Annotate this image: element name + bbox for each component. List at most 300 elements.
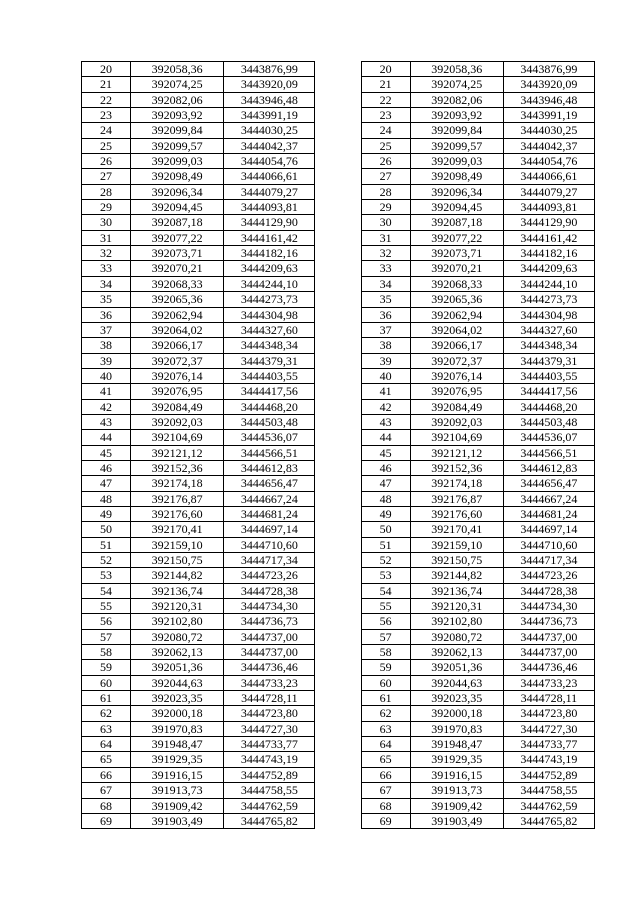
left-x-coordinate-cell: 391916,15 (131, 767, 224, 782)
left-point-number-cell: 33 (82, 261, 131, 276)
column-gap (315, 767, 361, 782)
column-gap (315, 169, 361, 184)
right-y-coordinate-cell: 3444042,37 (503, 138, 594, 153)
table-row (82, 62, 595, 77)
left-y-coordinate-cell: 3444737,00 (224, 645, 315, 660)
left-y-coordinate-cell: 3444304,98 (224, 307, 315, 322)
column-gap (315, 752, 361, 767)
left-y-coordinate-cell: 3444129,90 (224, 215, 315, 230)
right-y-coordinate-cell: 3444468,20 (503, 399, 594, 414)
right-point-number-cell: 27 (361, 169, 410, 184)
left-point-number-cell: 39 (82, 353, 131, 368)
left-point-number-cell: 59 (82, 660, 131, 675)
right-x-coordinate-cell: 392076,95 (410, 384, 503, 399)
right-y-coordinate-cell: 3444762,59 (503, 798, 594, 813)
right-point-number-cell: 54 (361, 583, 410, 598)
right-point-number-cell: 30 (361, 215, 410, 230)
right-x-coordinate-cell: 392159,10 (410, 537, 503, 552)
left-y-coordinate-cell: 3444030,25 (224, 123, 315, 138)
right-y-coordinate-cell: 3444348,34 (503, 338, 594, 353)
left-y-coordinate-cell: 3444723,26 (224, 568, 315, 583)
left-y-coordinate-cell: 3444379,31 (224, 353, 315, 368)
right-y-coordinate-cell: 3444752,89 (503, 767, 594, 782)
table-row (82, 230, 595, 245)
left-point-number-cell: 53 (82, 568, 131, 583)
table-row (82, 215, 595, 230)
left-point-number-cell: 45 (82, 445, 131, 460)
right-y-coordinate-cell: 3444273,73 (503, 292, 594, 307)
left-y-coordinate-cell: 3444736,46 (224, 660, 315, 675)
right-x-coordinate-cell: 392062,13 (410, 645, 503, 660)
table-row (82, 706, 595, 721)
left-point-number-cell: 26 (82, 154, 131, 169)
right-x-coordinate-cell: 392152,36 (410, 460, 503, 475)
left-y-coordinate-cell: 3444209,63 (224, 261, 315, 276)
left-point-number-cell: 46 (82, 460, 131, 475)
left-x-coordinate-cell: 392170,41 (131, 522, 224, 537)
table-row (82, 599, 595, 614)
right-x-coordinate-cell: 392044,63 (410, 675, 503, 690)
left-x-coordinate-cell: 392152,36 (131, 460, 224, 475)
left-point-number-cell: 60 (82, 675, 131, 690)
table-row (82, 261, 595, 276)
right-y-coordinate-cell: 3444710,60 (503, 537, 594, 552)
left-y-coordinate-cell: 3444079,27 (224, 184, 315, 199)
left-x-coordinate-cell: 392159,10 (131, 537, 224, 552)
table-row (82, 614, 595, 629)
right-x-coordinate-cell: 392170,41 (410, 522, 503, 537)
right-point-number-cell: 44 (361, 430, 410, 445)
right-x-coordinate-cell: 392076,14 (410, 368, 503, 383)
table-row (82, 77, 595, 92)
right-x-coordinate-cell: 392099,84 (410, 123, 503, 138)
column-gap (315, 230, 361, 245)
right-y-coordinate-cell: 3444723,26 (503, 568, 594, 583)
right-point-number-cell: 32 (361, 246, 410, 261)
right-point-number-cell: 53 (361, 568, 410, 583)
left-y-coordinate-cell: 3444042,37 (224, 138, 315, 153)
right-point-number-cell: 26 (361, 154, 410, 169)
left-x-coordinate-cell: 392092,03 (131, 414, 224, 429)
left-x-coordinate-cell: 392121,12 (131, 445, 224, 460)
right-y-coordinate-cell: 3444733,77 (503, 737, 594, 752)
right-y-coordinate-cell: 3443946,48 (503, 92, 594, 107)
left-x-coordinate-cell: 392058,36 (131, 62, 224, 77)
column-gap (315, 184, 361, 199)
column-gap (315, 138, 361, 153)
right-y-coordinate-cell: 3444304,98 (503, 307, 594, 322)
left-x-coordinate-cell: 392073,71 (131, 246, 224, 261)
left-x-coordinate-cell: 392072,37 (131, 353, 224, 368)
left-x-coordinate-cell: 392176,60 (131, 506, 224, 521)
column-gap (315, 276, 361, 291)
column-gap (315, 353, 361, 368)
left-x-coordinate-cell: 392070,21 (131, 261, 224, 276)
left-y-coordinate-cell: 3444758,55 (224, 783, 315, 798)
column-gap (315, 445, 361, 460)
column-gap (315, 460, 361, 475)
right-y-coordinate-cell: 3444728,38 (503, 583, 594, 598)
right-x-coordinate-cell: 392176,60 (410, 506, 503, 521)
right-x-coordinate-cell: 392082,06 (410, 92, 503, 107)
right-x-coordinate-cell: 392102,80 (410, 614, 503, 629)
right-point-number-cell: 52 (361, 553, 410, 568)
left-point-number-cell: 42 (82, 399, 131, 414)
column-gap (315, 261, 361, 276)
right-point-number-cell: 55 (361, 599, 410, 614)
table-row (82, 460, 595, 475)
right-point-number-cell: 65 (361, 752, 410, 767)
right-y-coordinate-cell: 3444536,07 (503, 430, 594, 445)
left-x-coordinate-cell: 392098,49 (131, 169, 224, 184)
table-row (82, 108, 595, 123)
left-y-coordinate-cell: 3444734,30 (224, 599, 315, 614)
right-point-number-cell: 48 (361, 491, 410, 506)
right-x-coordinate-cell: 392070,21 (410, 261, 503, 276)
table-row (82, 645, 595, 660)
table-row (82, 568, 595, 583)
column-gap (315, 200, 361, 215)
table-row (82, 322, 595, 337)
right-point-number-cell: 67 (361, 783, 410, 798)
right-y-coordinate-cell: 3444697,14 (503, 522, 594, 537)
right-x-coordinate-cell: 392099,03 (410, 154, 503, 169)
left-x-coordinate-cell: 392087,18 (131, 215, 224, 230)
table-row (82, 660, 595, 675)
right-y-coordinate-cell: 3444743,19 (503, 752, 594, 767)
left-point-number-cell: 58 (82, 645, 131, 660)
column-gap (315, 476, 361, 491)
left-x-coordinate-cell: 392102,80 (131, 614, 224, 629)
right-y-coordinate-cell: 3443920,09 (503, 77, 594, 92)
left-x-coordinate-cell: 392104,69 (131, 430, 224, 445)
column-gap (315, 307, 361, 322)
left-y-coordinate-cell: 3444273,73 (224, 292, 315, 307)
right-point-number-cell: 50 (361, 522, 410, 537)
column-gap (315, 92, 361, 107)
right-x-coordinate-cell: 392094,45 (410, 200, 503, 215)
right-y-coordinate-cell: 3444129,90 (503, 215, 594, 230)
right-y-coordinate-cell: 3444737,00 (503, 629, 594, 644)
left-x-coordinate-cell: 392066,17 (131, 338, 224, 353)
left-point-number-cell: 62 (82, 706, 131, 721)
left-point-number-cell: 36 (82, 307, 131, 322)
right-y-coordinate-cell: 3444734,30 (503, 599, 594, 614)
right-point-number-cell: 35 (361, 292, 410, 307)
left-x-coordinate-cell: 392093,92 (131, 108, 224, 123)
left-x-coordinate-cell: 392076,95 (131, 384, 224, 399)
right-point-number-cell: 33 (361, 261, 410, 276)
column-gap (315, 108, 361, 123)
right-x-coordinate-cell: 392099,57 (410, 138, 503, 153)
right-y-coordinate-cell: 3444079,27 (503, 184, 594, 199)
right-y-coordinate-cell: 3444728,11 (503, 691, 594, 706)
left-point-number-cell: 37 (82, 322, 131, 337)
table-row (82, 553, 595, 568)
right-point-number-cell: 63 (361, 721, 410, 736)
left-point-number-cell: 29 (82, 200, 131, 215)
left-x-coordinate-cell: 392062,94 (131, 307, 224, 322)
left-point-number-cell: 61 (82, 691, 131, 706)
right-x-coordinate-cell: 392136,74 (410, 583, 503, 598)
right-y-coordinate-cell: 3444566,51 (503, 445, 594, 460)
left-y-coordinate-cell: 3444066,61 (224, 169, 315, 184)
right-y-coordinate-cell: 3444736,73 (503, 614, 594, 629)
left-y-coordinate-cell: 3444717,34 (224, 553, 315, 568)
column-gap (315, 414, 361, 429)
table-row (82, 491, 595, 506)
column-gap (315, 583, 361, 598)
left-x-coordinate-cell: 391929,35 (131, 752, 224, 767)
right-point-number-cell: 69 (361, 813, 410, 828)
left-point-number-cell: 34 (82, 276, 131, 291)
right-x-coordinate-cell: 392064,02 (410, 322, 503, 337)
table-row (82, 154, 595, 169)
left-x-coordinate-cell: 392120,31 (131, 599, 224, 614)
left-point-number-cell: 44 (82, 430, 131, 445)
left-x-coordinate-cell: 391903,49 (131, 813, 224, 828)
table-row (82, 737, 595, 752)
left-point-number-cell: 27 (82, 169, 131, 184)
left-y-coordinate-cell: 3444681,24 (224, 506, 315, 521)
column-gap (315, 491, 361, 506)
left-y-coordinate-cell: 3444667,24 (224, 491, 315, 506)
column-gap (315, 506, 361, 521)
left-x-coordinate-cell: 392174,18 (131, 476, 224, 491)
left-point-number-cell: 56 (82, 614, 131, 629)
right-x-coordinate-cell: 392121,12 (410, 445, 503, 460)
right-point-number-cell: 20 (361, 62, 410, 77)
right-x-coordinate-cell: 392176,87 (410, 491, 503, 506)
column-gap (315, 783, 361, 798)
left-point-number-cell: 43 (82, 414, 131, 429)
left-point-number-cell: 40 (82, 368, 131, 383)
left-x-coordinate-cell: 391948,47 (131, 737, 224, 752)
column-gap (315, 384, 361, 399)
table-row (82, 583, 595, 598)
right-point-number-cell: 39 (361, 353, 410, 368)
left-y-coordinate-cell: 3444612,83 (224, 460, 315, 475)
left-point-number-cell: 67 (82, 783, 131, 798)
right-x-coordinate-cell: 392093,92 (410, 108, 503, 123)
left-y-coordinate-cell: 3444728,38 (224, 583, 315, 598)
right-y-coordinate-cell: 3444737,00 (503, 645, 594, 660)
table-row (82, 276, 595, 291)
left-point-number-cell: 63 (82, 721, 131, 736)
right-y-coordinate-cell: 3444209,63 (503, 261, 594, 276)
right-y-coordinate-cell: 3444758,55 (503, 783, 594, 798)
column-gap (315, 691, 361, 706)
left-x-coordinate-cell: 392062,13 (131, 645, 224, 660)
right-point-number-cell: 34 (361, 276, 410, 291)
left-point-number-cell: 47 (82, 476, 131, 491)
right-y-coordinate-cell: 3444717,34 (503, 553, 594, 568)
right-y-coordinate-cell: 3444503,48 (503, 414, 594, 429)
left-x-coordinate-cell: 392076,14 (131, 368, 224, 383)
right-x-coordinate-cell: 392174,18 (410, 476, 503, 491)
left-point-number-cell: 52 (82, 553, 131, 568)
left-x-coordinate-cell: 392094,45 (131, 200, 224, 215)
column-gap (315, 246, 361, 261)
left-y-coordinate-cell: 3444743,19 (224, 752, 315, 767)
right-x-coordinate-cell: 392072,37 (410, 353, 503, 368)
left-point-number-cell: 32 (82, 246, 131, 261)
table-row (82, 721, 595, 736)
right-x-coordinate-cell: 392074,25 (410, 77, 503, 92)
column-gap (315, 675, 361, 690)
right-point-number-cell: 25 (361, 138, 410, 153)
table-row (82, 537, 595, 552)
table-row (82, 798, 595, 813)
left-y-coordinate-cell: 3444765,82 (224, 813, 315, 828)
left-point-number-cell: 28 (82, 184, 131, 199)
right-y-coordinate-cell: 3443876,99 (503, 62, 594, 77)
left-point-number-cell: 22 (82, 92, 131, 107)
right-x-coordinate-cell: 392066,17 (410, 338, 503, 353)
coordinates-table-body (82, 62, 595, 829)
right-x-coordinate-cell: 391909,42 (410, 798, 503, 813)
column-gap (315, 368, 361, 383)
left-x-coordinate-cell: 392051,36 (131, 660, 224, 675)
left-point-number-cell: 54 (82, 583, 131, 598)
right-point-number-cell: 61 (361, 691, 410, 706)
column-gap (315, 522, 361, 537)
table-row (82, 200, 595, 215)
right-x-coordinate-cell: 392062,94 (410, 307, 503, 322)
right-x-coordinate-cell: 391916,15 (410, 767, 503, 782)
right-point-number-cell: 28 (361, 184, 410, 199)
right-x-coordinate-cell: 392068,33 (410, 276, 503, 291)
column-gap (315, 706, 361, 721)
table-row (82, 169, 595, 184)
column-gap (315, 338, 361, 353)
column-gap (315, 599, 361, 614)
right-y-coordinate-cell: 3444244,10 (503, 276, 594, 291)
left-x-coordinate-cell: 392068,33 (131, 276, 224, 291)
column-gap (315, 645, 361, 660)
left-point-number-cell: 41 (82, 384, 131, 399)
right-y-coordinate-cell: 3444379,31 (503, 353, 594, 368)
column-gap (315, 123, 361, 138)
right-x-coordinate-cell: 392096,34 (410, 184, 503, 199)
left-y-coordinate-cell: 3444403,55 (224, 368, 315, 383)
right-x-coordinate-cell: 392120,31 (410, 599, 503, 614)
column-gap (315, 154, 361, 169)
left-point-number-cell: 50 (82, 522, 131, 537)
right-point-number-cell: 29 (361, 200, 410, 215)
column-gap (315, 660, 361, 675)
right-x-coordinate-cell: 392077,22 (410, 230, 503, 245)
left-x-coordinate-cell: 392064,02 (131, 322, 224, 337)
table-row (82, 430, 595, 445)
right-y-coordinate-cell: 3444736,46 (503, 660, 594, 675)
right-y-coordinate-cell: 3444727,30 (503, 721, 594, 736)
left-x-coordinate-cell: 391913,73 (131, 783, 224, 798)
right-x-coordinate-cell: 392098,49 (410, 169, 503, 184)
left-y-coordinate-cell: 3444727,30 (224, 721, 315, 736)
left-point-number-cell: 23 (82, 108, 131, 123)
column-gap (315, 77, 361, 92)
table-row (82, 399, 595, 414)
right-point-number-cell: 36 (361, 307, 410, 322)
left-point-number-cell: 35 (82, 292, 131, 307)
right-point-number-cell: 42 (361, 399, 410, 414)
table-row (82, 752, 595, 767)
right-point-number-cell: 66 (361, 767, 410, 782)
right-y-coordinate-cell: 3444161,42 (503, 230, 594, 245)
right-y-coordinate-cell: 3444733,23 (503, 675, 594, 690)
right-x-coordinate-cell: 391970,83 (410, 721, 503, 736)
column-gap (315, 568, 361, 583)
right-x-coordinate-cell: 392065,36 (410, 292, 503, 307)
right-point-number-cell: 37 (361, 322, 410, 337)
right-y-coordinate-cell: 3444327,60 (503, 322, 594, 337)
right-y-coordinate-cell: 3444765,82 (503, 813, 594, 828)
right-point-number-cell: 64 (361, 737, 410, 752)
table-row (82, 123, 595, 138)
left-x-coordinate-cell: 392074,25 (131, 77, 224, 92)
left-point-number-cell: 49 (82, 506, 131, 521)
left-y-coordinate-cell: 3443876,99 (224, 62, 315, 77)
table-row (82, 767, 595, 782)
left-x-coordinate-cell: 392144,82 (131, 568, 224, 583)
left-x-coordinate-cell: 392065,36 (131, 292, 224, 307)
left-y-coordinate-cell: 3444536,07 (224, 430, 315, 445)
right-y-coordinate-cell: 3444667,24 (503, 491, 594, 506)
left-y-coordinate-cell: 3444656,47 (224, 476, 315, 491)
column-gap (315, 798, 361, 813)
left-x-coordinate-cell: 392084,49 (131, 399, 224, 414)
right-point-number-cell: 58 (361, 645, 410, 660)
right-x-coordinate-cell: 392023,35 (410, 691, 503, 706)
right-point-number-cell: 41 (361, 384, 410, 399)
left-y-coordinate-cell: 3444697,14 (224, 522, 315, 537)
table-row (82, 368, 595, 383)
left-y-coordinate-cell: 3444710,60 (224, 537, 315, 552)
right-y-coordinate-cell: 3444403,55 (503, 368, 594, 383)
right-y-coordinate-cell: 3444656,47 (503, 476, 594, 491)
left-point-number-cell: 20 (82, 62, 131, 77)
column-gap (315, 614, 361, 629)
left-y-coordinate-cell: 3444737,00 (224, 629, 315, 644)
right-point-number-cell: 56 (361, 614, 410, 629)
left-x-coordinate-cell: 392099,84 (131, 123, 224, 138)
left-y-coordinate-cell: 3444728,11 (224, 691, 315, 706)
left-x-coordinate-cell: 392099,57 (131, 138, 224, 153)
column-gap (315, 215, 361, 230)
table-row (82, 783, 595, 798)
left-y-coordinate-cell: 3443991,19 (224, 108, 315, 123)
right-point-number-cell: 22 (361, 92, 410, 107)
table-row (82, 353, 595, 368)
table-row (82, 138, 595, 153)
right-point-number-cell: 31 (361, 230, 410, 245)
left-y-coordinate-cell: 3444161,42 (224, 230, 315, 245)
right-point-number-cell: 49 (361, 506, 410, 521)
left-y-coordinate-cell: 3444752,89 (224, 767, 315, 782)
right-x-coordinate-cell: 392092,03 (410, 414, 503, 429)
left-x-coordinate-cell: 392150,75 (131, 553, 224, 568)
right-point-number-cell: 59 (361, 660, 410, 675)
column-gap (315, 399, 361, 414)
left-x-coordinate-cell: 392176,87 (131, 491, 224, 506)
table-row (82, 307, 595, 322)
left-point-number-cell: 51 (82, 537, 131, 552)
column-gap (315, 721, 361, 736)
right-y-coordinate-cell: 3444417,56 (503, 384, 594, 399)
right-x-coordinate-cell: 391929,35 (410, 752, 503, 767)
table-row (82, 384, 595, 399)
